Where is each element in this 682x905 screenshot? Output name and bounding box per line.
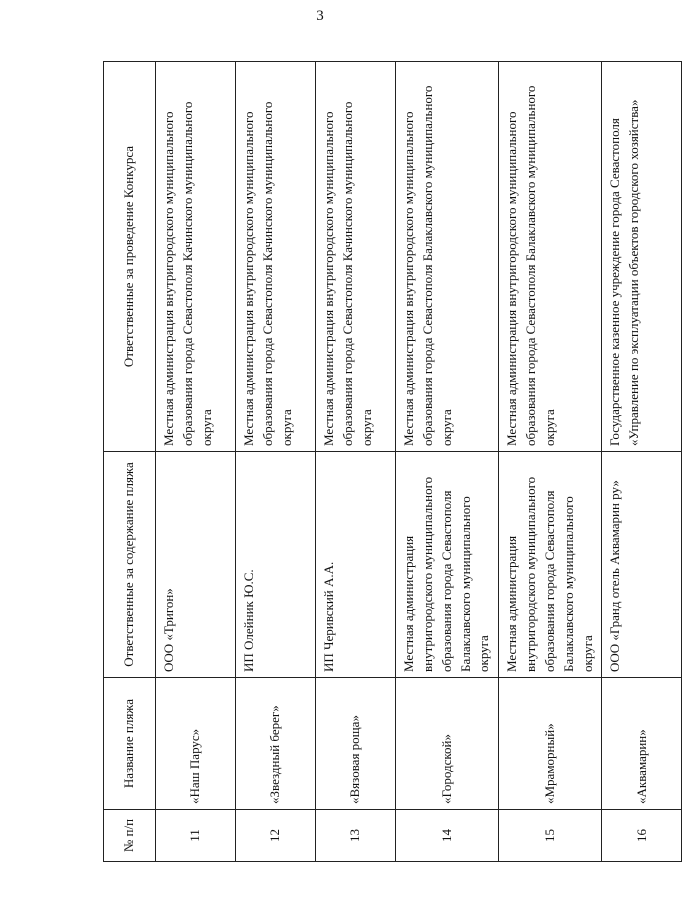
header-beach-name: Название пляжа [104, 678, 156, 810]
row-keeper: Местная администрация внутригородского муниципального образования города Севастополя Балаклавского муниципального округа [499, 452, 602, 678]
rotated-table [103, 62, 649, 862]
table-row [396, 62, 499, 862]
table-row [499, 62, 602, 862]
row-beach-name: «Мраморный» [499, 678, 602, 810]
row-beach-name: «Аквамарин» [602, 678, 682, 810]
row-beach-name: «Звездный берег» [236, 678, 316, 810]
header-contest: Ответственные за проведение Конкурса [104, 62, 156, 452]
row-num: 14 [396, 810, 499, 862]
row-beach-name: «Наш Парус» [156, 678, 236, 810]
row-keeper: ИП Черивский А.А. [316, 452, 396, 678]
row-keeper: Местная администрация внутригородского муниципального образования города Севастополя Балаклавского муниципального округа [396, 452, 499, 678]
beach-table-container [103, 62, 649, 862]
row-beach-name: «Городской» [396, 678, 499, 810]
row-num: 15 [499, 810, 602, 862]
row-contest: Местная администрация внутригородского муниципального образования города Севастополя Балаклавского муниципального округа [499, 62, 602, 452]
row-beach-name: «Вязовая роща» [316, 678, 396, 810]
table-row [156, 62, 236, 862]
row-keeper: ИП Олейник Ю.С. [236, 452, 316, 678]
row-num: 12 [236, 810, 316, 862]
table-row [602, 62, 682, 862]
row-contest: Местная администрация внутригородского муниципального образования города Севастополя Качинского муниципального округа [156, 62, 236, 452]
row-contest: Государственное казенное учреждение города Севастополя «Управление по эксплуатации объектов городского хозяйства» [602, 62, 682, 452]
row-contest: Местная администрация внутригородского муниципального образования города Севастополя Качинского муниципального округа [236, 62, 316, 452]
table-row [316, 62, 396, 862]
row-contest: Местная администрация внутригородского муниципального образования города Севастополя Балаклавского муниципального округа [396, 62, 499, 452]
header-num: № п/п [104, 810, 156, 862]
beach-table [103, 61, 682, 862]
table-header-row [104, 62, 156, 862]
row-num: 16 [602, 810, 682, 862]
row-num: 13 [316, 810, 396, 862]
row-keeper: ООО «Гранд отель Аквамарин ру» [602, 452, 682, 678]
page-number: 3 [316, 8, 324, 24]
row-keeper: ООО «Тригон» [156, 452, 236, 678]
header-keeper: Ответственные за содержание пляжа [104, 452, 156, 678]
table-row [236, 62, 316, 862]
row-num: 11 [156, 810, 236, 862]
row-contest: Местная администрация внутригородского муниципального образования города Севастополя Качинского муниципального округа [316, 62, 396, 452]
